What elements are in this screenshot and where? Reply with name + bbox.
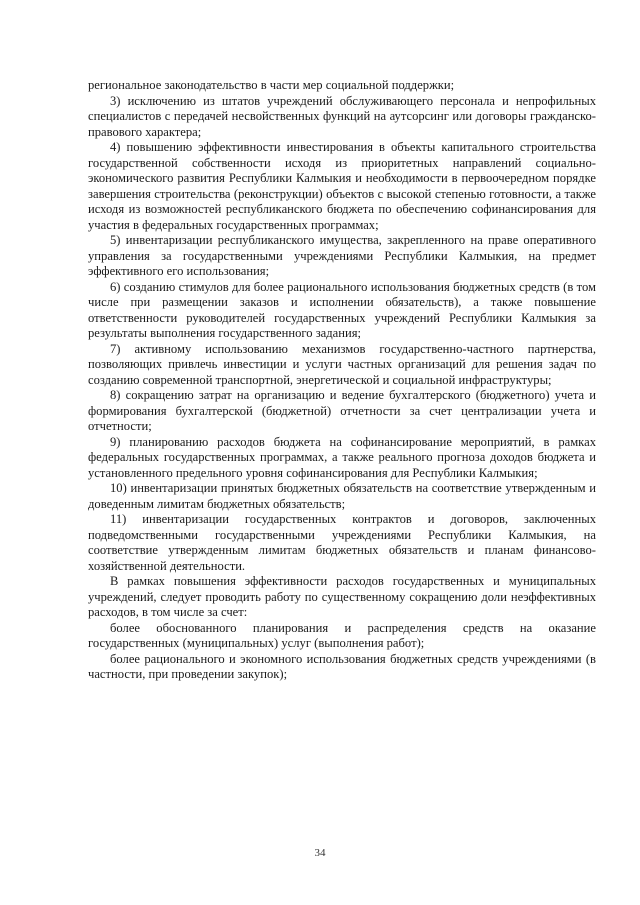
paragraph-item-11: 11) инвентаризации государственных контрактов и договоров, заключенных подведомственными государственными учреждениями Республики Калмыкия, на соответствие утвержденным лимитам бюджетных обязательств и планам финансово-хозяйственной деятельности. — [88, 512, 596, 573]
paragraph-item-7: 7) активному использованию механизмов государственно-частного партнерства, позволяющих привлечь инвестиции и услуги частных организаций для решения задач по созданию современной транспортной, энергетической и социальной инфраструктуры; — [88, 341, 596, 387]
paragraph-item-6: 6) созданию стимулов для более рационального использования бюджетных средств (в том числе при размещении заказов и исполнении обязательств), а также повышение ответственности руководителей государственных учреждений Республики Калмыкия за результаты выполнения государственного задания; — [88, 279, 596, 340]
paragraph-item-10: 10) инвентаризации принятых бюджетных обязательств на соответствие утвержденным и доведенным лимитам бюджетных обязательств; — [88, 481, 596, 511]
paragraph-planning: более обоснованного планирования и распределения средств на оказание государственных (муниципальных) услуг (выполнения работ); — [88, 620, 596, 650]
paragraph-efficiency-intro: В рамках повышения эффективности расходов государственных и муниципальных учреждений, следует проводить работу по существенному сокращению доли неэффективных расходов, в том числе за счет: — [88, 574, 596, 619]
paragraph-1-continuation: региональное законодательство в части мер социальной поддержки; — [88, 78, 455, 92]
paragraph-item-8: 8) сокращению затрат на организацию и ведение бухгалтерского (бюджетного) учета и формирования бухгалтерской (бюджетной) отчетности за счет централизации учета и отчетности; — [88, 388, 596, 433]
document-body — [88, 78, 596, 683]
paragraph-item-4: 4) повышению эффективности инвестирования в объекты капитального строительства государственной собственности исходя из приоритетных направлений социально-экономического развития Республики Калмыкия и необходимости в первоочередном порядке завершения строительства (реконструкции) объектов с высокой степенью готовности, а также исходя из возможностей республиканского бюджета по обеспечению софинансирования для участия в федеральных государственных программах; — [88, 140, 596, 232]
page-number: 34 — [314, 847, 326, 859]
paragraph-item-9: 9) планированию расходов бюджета на софинансирование мероприятий, в рамках федеральных государственных программах, а также реального прогноза доходов бюджета и установленного предельного уровня софинансирования для Республики Калмыкия; — [88, 434, 596, 480]
paragraph-rational-use: более рационального и экономного использования бюджетных средств учреждениями (в частности, при проведении закупок); — [88, 651, 596, 681]
paragraph-item-5: 5) инвентаризации республиканского имущества, закрепленного на праве оперативного управления за государственными учреждениями Республики Калмыкия, на предмет эффективного его использования; — [88, 233, 596, 278]
paragraph-item-3: 3) исключению из штатов учреждений обслуживающего персонала и непрофильных специалистов с передачей несвойственных функций на аутсорсинг или договоры гражданско-правового характера; — [88, 93, 596, 139]
